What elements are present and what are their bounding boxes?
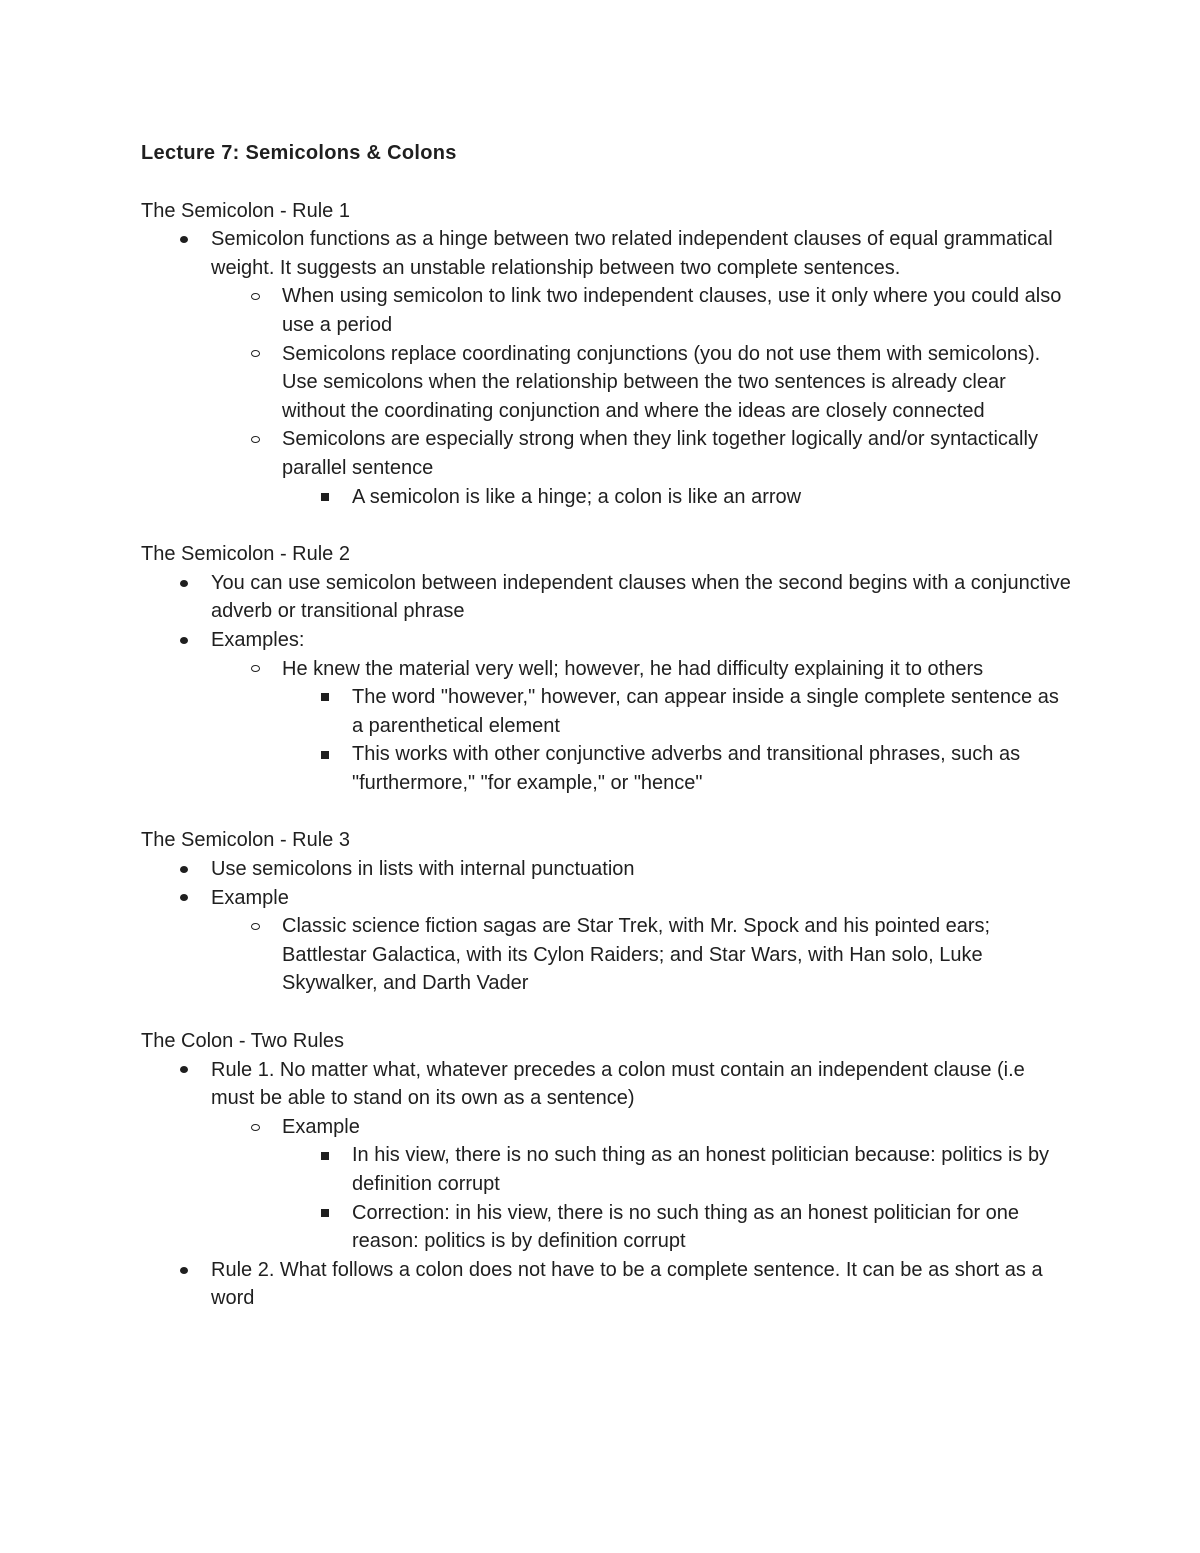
- filled-circle-bullet-icon: [177, 626, 191, 655]
- list-item-text: Examples:: [211, 628, 305, 651]
- list-item-text: Classic science fiction sagas are Star Trek, with Mr. Spock and his pointed ears; Battlestar Galactica, with its Cylon Raiders; and Star Wars, with Han solo, Luke Skywalker, and Darth Vader: [282, 915, 991, 995]
- list-item-text: A semicolon is like a hinge; a colon is like an arrow: [352, 485, 802, 508]
- list-item-text: Use semicolons in lists with internal punctuation: [211, 858, 635, 881]
- bullet-list: [141, 1056, 1071, 1313]
- hollow-circle-bullet-icon: [248, 1113, 262, 1142]
- list-item: [141, 855, 1071, 884]
- list-item-text: Semicolons are especially strong when they link together logically and/or syntactically parallel sentence: [282, 428, 1038, 479]
- filled-square-bullet-icon: [318, 1141, 332, 1170]
- list-item: [141, 683, 1071, 740]
- hollow-circle-bullet-icon: [248, 282, 262, 311]
- filled-circle-bullet-icon: [177, 884, 191, 913]
- list-item: [141, 483, 1071, 512]
- list-item-text: You can use semicolon between independent clauses when the second begins with a conjunctive adverb or transitional phrase: [211, 571, 1071, 623]
- section: [141, 1027, 1071, 1313]
- filled-circle-bullet-icon: [177, 569, 191, 598]
- list-item-text: When using semicolon to link two independent clauses, use it only where you could also use a period: [282, 285, 1062, 336]
- document-body: [141, 197, 1071, 1313]
- section-heading: The Semicolon - Rule 2: [141, 543, 350, 566]
- list-item: [141, 569, 1071, 626]
- list-item: [141, 884, 1071, 913]
- list-item-text: Rule 2. What follows a colon does not have to be a complete sentence. It can be as short as a word: [211, 1258, 1043, 1310]
- list-item: [141, 1141, 1071, 1198]
- filled-circle-bullet-icon: [177, 225, 191, 254]
- filled-square-bullet-icon: [318, 683, 332, 712]
- list-item: [141, 655, 1071, 684]
- list-item: [141, 425, 1071, 482]
- hollow-circle-bullet-icon: [248, 655, 262, 684]
- list-item-text: The word "however," however, can appear inside a single complete sentence as a parenthetical element: [352, 686, 1059, 737]
- section-heading: The Semicolon - Rule 1: [141, 199, 350, 222]
- list-item: [141, 225, 1071, 282]
- list-item: [141, 1113, 1071, 1142]
- list-item-text: He knew the material very well; however, he had difficulty explaining it to others: [282, 657, 984, 680]
- hollow-circle-bullet-icon: [248, 425, 262, 454]
- list-item: [141, 340, 1071, 426]
- list-item-text: Rule 1. No matter what, whatever precedes a colon must contain an independent clause (i.e must be able to stand on its own as a sentence): [211, 1058, 1025, 1110]
- list-item-text: Example: [282, 1115, 360, 1138]
- list-item: [141, 740, 1071, 797]
- bullet-list: [141, 225, 1071, 511]
- list-item-text: Example: [211, 886, 289, 909]
- list-item: [141, 1199, 1071, 1256]
- list-item-text: Correction: in his view, there is no such thing as an honest politician for one reason: politics is by definition corrupt: [352, 1201, 1020, 1253]
- section-heading: The Semicolon - Rule 3: [141, 829, 350, 852]
- filled-circle-bullet-icon: [177, 1256, 191, 1285]
- section: [141, 197, 1071, 512]
- hollow-circle-bullet-icon: [248, 340, 262, 369]
- section: [141, 826, 1071, 998]
- filled-square-bullet-icon: [318, 483, 332, 512]
- list-item-text: This works with other conjunctive adverbs and transitional phrases, such as "furthermore," "for example," or "hence": [352, 743, 1021, 794]
- filled-circle-bullet-icon: [177, 1056, 191, 1085]
- bullet-list: [141, 569, 1071, 798]
- list-item: [141, 282, 1071, 339]
- document-title: Lecture 7: Semicolons & Colons: [141, 142, 457, 164]
- filled-square-bullet-icon: [318, 1199, 332, 1228]
- list-item-text: Semicolon functions as a hinge between two related independent clauses of equal grammatical weight. It suggests an unstable relationship between two complete sentences.: [211, 228, 1053, 279]
- section-heading: The Colon - Two Rules: [141, 1030, 345, 1053]
- list-item-text: Semicolons replace coordinating conjunctions (you do not use them with semicolons). Use semicolons when the relationship between the two sentences is already clear without the coordinating conjunction and where the ideas are closely connected: [282, 342, 1041, 422]
- list-item: [141, 912, 1071, 998]
- filled-circle-bullet-icon: [177, 855, 191, 884]
- document-page: [141, 139, 1071, 1342]
- section: [141, 540, 1071, 797]
- filled-square-bullet-icon: [318, 740, 332, 769]
- hollow-circle-bullet-icon: [248, 912, 262, 941]
- bullet-list: [141, 855, 1071, 998]
- list-item: [141, 1256, 1071, 1313]
- list-item-text: In his view, there is no such thing as an honest politician because: politics is by definition corrupt: [352, 1144, 1050, 1195]
- list-item: [141, 626, 1071, 655]
- list-item: [141, 1056, 1071, 1113]
